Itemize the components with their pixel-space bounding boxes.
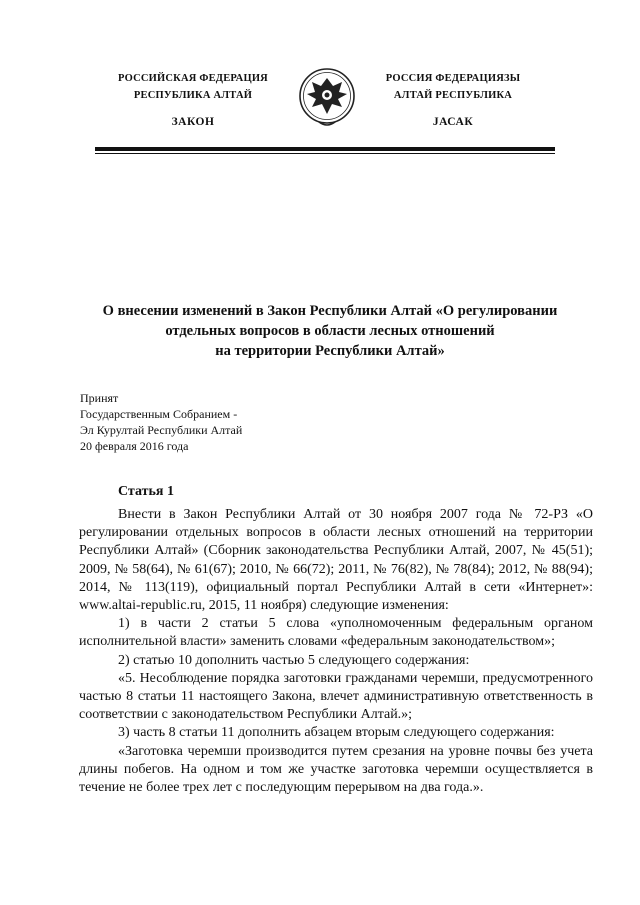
adoption-line: Принят bbox=[80, 391, 119, 405]
header-left-country: РОССИЙСКАЯ ФЕДЕРАЦИЯ bbox=[118, 73, 268, 84]
adoption-info bbox=[80, 390, 380, 454]
header-divider-thick bbox=[95, 147, 555, 151]
article-paragraph: 3) часть 8 статьи 11 дополнить абзацем вторым следующего содержания: bbox=[118, 725, 555, 741]
article-body bbox=[79, 506, 593, 797]
header-left-doc-type: ЗАКОН bbox=[171, 116, 215, 128]
header-divider-thin bbox=[95, 153, 555, 154]
article-paragraph: 2) статью 10 дополнить частью 5 следующего содержания: bbox=[118, 652, 470, 668]
adoption-line: Государственным Собранием - bbox=[80, 407, 238, 421]
article-paragraph: «Заготовка черемши производится путем срезания на уровне почвы без учета длины побегов. На одном и том же участке заготовка черемши осуществляется в течение не более трех лет с последующим перерывом на два года.». bbox=[79, 743, 593, 796]
article-heading: Статья 1 bbox=[118, 484, 174, 499]
header-left-republic: РЕСПУБЛИКА АЛТАЙ bbox=[133, 90, 253, 101]
title-line: О внесении изменений в Закон Республики Алтай «О регулировании bbox=[102, 303, 558, 319]
article-paragraph: Внести в Закон Республики Алтай от 30 ноября 2007 года № 72-РЗ «О регулировании отдельных вопросов в области лесных отношений на территории Республики Алтай» (Сборник законодательства Республики Алтай, 2007, № 45(51); 2009, № 58(64), № 61(67); 2010, № 66(72); 2011, № 76(82), № 78(84); 2012, № 88(94); 2014, № 113(119), официальный портал Республики Алтай в сети «Интернет»: www.altai-republic.ru, 2015, 11 ноября) следующие изменения: bbox=[79, 507, 593, 614]
header-right-doc-type: JАСАК bbox=[432, 116, 474, 128]
law-title bbox=[60, 301, 600, 361]
coat-of-arms-icon bbox=[297, 66, 357, 132]
adoption-date: 20 февраля 2016 года bbox=[80, 439, 189, 453]
adoption-line: Эл Курултай Республики Алтай bbox=[80, 423, 243, 437]
title-line: отдельных вопросов в области лесных отношений bbox=[165, 323, 495, 339]
header-left-block bbox=[108, 70, 278, 131]
header-right-block bbox=[368, 70, 538, 131]
title-line: на территории Республики Алтай» bbox=[215, 343, 445, 359]
header-right-country: РОССИЯ ФЕДЕРАЦИЯЗЫ bbox=[385, 73, 521, 84]
header-right-republic: АЛТАЙ РЕСПУБЛИКА bbox=[393, 90, 513, 101]
article-paragraph: «5. Несоблюдение порядка заготовки гражданами черемши, предусмотренного частью 8 статьи 11 настоящего Закона, влечет административную ответственность в соответствии с законодательством Республики Алтай.»; bbox=[79, 670, 593, 723]
article-paragraph: 1) в части 2 статьи 5 слова «уполномоченным федеральным органом исполнительной власти» заменить словами «федеральным законодательством»; bbox=[79, 616, 593, 650]
